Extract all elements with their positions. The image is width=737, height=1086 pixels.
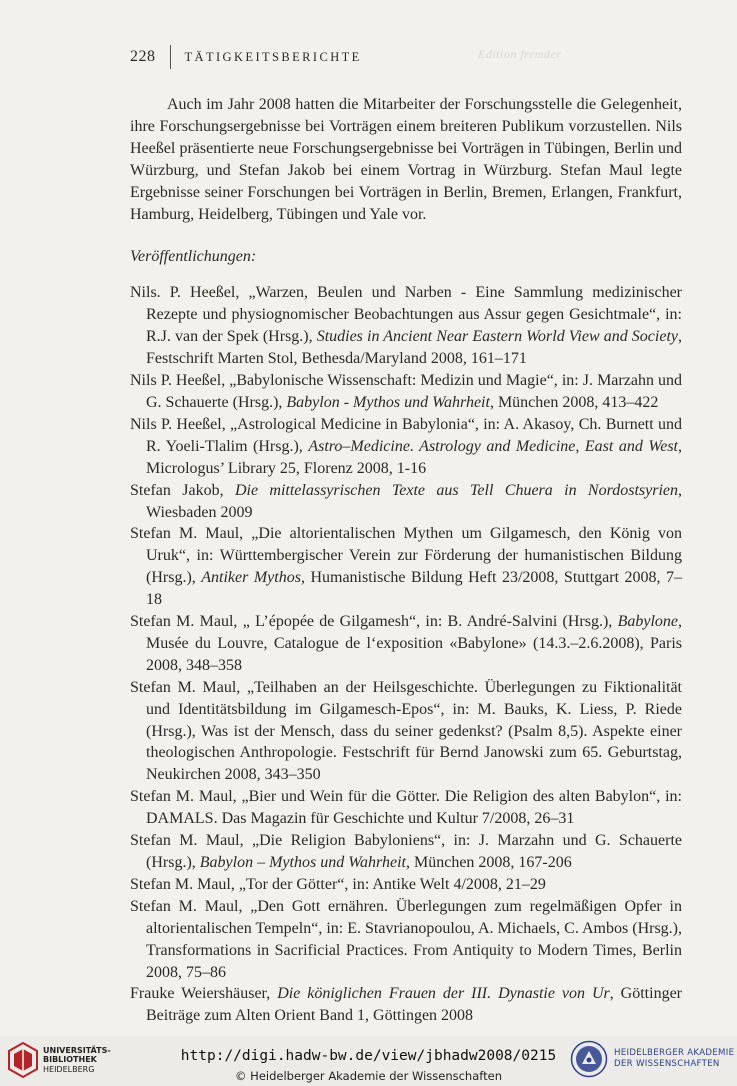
- academy-logo-line-2: DER WISSENSCHAFTEN: [614, 1059, 720, 1069]
- publication-title-italic: Antiker Mythos: [201, 569, 301, 587]
- publication-entry: [130, 677, 682, 787]
- page-content: [130, 94, 682, 1027]
- publication-text-tail: , Festschrift Marten Stol, Bethesda/Maryland 2008, 161–171: [146, 328, 683, 368]
- publication-title-italic: Die königlichen Frauen der III. Dynastie von Ur: [277, 985, 610, 1003]
- section-heading-publications: Veröffentlichungen:: [130, 248, 257, 266]
- running-title: TÄTIGKEITSBERICHTE: [184, 49, 362, 64]
- publication-entry: [130, 480, 682, 524]
- publication-text-tail: , München 2008, 413–422: [489, 393, 659, 411]
- publication-entry: [130, 414, 682, 480]
- academy-logo[interactable]: [570, 1040, 734, 1078]
- publication-title-italic: Babylon – Mythos und Wahrheit: [199, 854, 406, 871]
- publication-entry: [130, 786, 682, 830]
- publication-entry: [130, 830, 682, 874]
- publication-entry: [130, 523, 682, 611]
- page-header: [130, 45, 362, 69]
- publication-text: Stefan M. Maul, „Teilhaben an der Heilsgeschichte. Überlegungen zu Fiktionalität und Identitätsbildung im Gilgamesch-Epos“, in: M. Bauks, K. Liess, P. Riede (Hrsg.), Was ist der Mensch, dass du seiner gedenkst? (Psalm 8,5). Aspekte einer theologischen Anthropologie. Festschrift für Bernd Janowski zum 65. Geburtstag, Neukirchen 2008, 343–350: [130, 678, 682, 784]
- intro-paragraph: Auch im Jahr 2008 hatten die Mitarbeiter der Forschungsstelle die Gelegenheit, ihre Forschungsergebnisse bei Vorträgen einem breiteren Publikum vorzustellen. Nils Heeßel präsentierte neue Forschungsergebnisse bei Vorträgen in Tübingen, Berlin und Würzburg, und Stefan Jakob bei einem Vortrag in Würzburg. Stefan Maul legte Ergebnisse seiner Forschungen bei Vorträgen in Berlin, Bremen, Erlangen, Frankfurt, Hamburg, Heidelberg, Tübingen und Yale vor.: [130, 96, 682, 223]
- publication-text: Stefan M. Maul, „ L’épopée de Gilgamesh“, in: B. André-Salvini (Hrsg.),: [130, 613, 618, 631]
- footer-bar: [0, 1036, 737, 1086]
- bleed-through-text: Edition fremder: [478, 47, 562, 61]
- publication-text: Nils P. Heeßel, „Babylonische Wissenschaft: Medizin und Magie“, in: J. Marzahn und G. Schauerte (Hrsg.),: [130, 372, 682, 411]
- publication-text: Nils P. Heeßel, „Astrological Medicine in Babylonia“, in: A. Akasoy, Ch. Burnett und R. Yoeli-Tlalim (Hrsg.),: [130, 415, 682, 455]
- publication-title-italic: Die mittelassyrischen Texte aus Tell Chuera in Nordostsyrien: [234, 481, 679, 499]
- publication-text-tail: , Micrologus’ Library 25, Florenz 2008, 1-16: [146, 437, 682, 477]
- publication-title-italic: Astro–Medicine. Astrology and Medicine, East and West: [308, 437, 678, 455]
- header-divider: [170, 45, 171, 69]
- publication-title-italic: Babylone: [617, 613, 678, 631]
- publication-text-tail: , München 2008, 167-206: [405, 854, 572, 871]
- publication-text: Stefan M. Maul, „Den Gott ernähren. Überlegungen zum regelmäßigen Opfer in altorientalischen Tempeln“, in: E. Stavrianopoulou, A. Michaels, C. Ambos (Hrsg.), Transformations in Sacrificial Practices. From Antiquity to Modern Times, Berlin 2008, 75–86: [130, 897, 682, 981]
- publication-text: Stefan Jakob,: [130, 481, 235, 499]
- publication-text: Stefan M. Maul, „Die Religion Babyloniens“, in: J. Marzahn und G. Schauerte (Hrsg.),: [130, 832, 682, 871]
- publication-title-italic: Babylon - Mythos und Wahrheit: [286, 393, 490, 411]
- academy-seal-icon: [570, 1040, 608, 1078]
- publication-text-tail: , Humanistische Bildung Heft 23/2008, Stuttgart 2008, 7–18: [146, 569, 683, 609]
- publication-text-tail: , Göttinger Beiträge zum Alten Orient Band 1, Göttingen 2008: [146, 985, 683, 1025]
- footer-url-link[interactable]: http://digi.hadw-bw.de/view/jbhadw2008/0215: [180, 1048, 557, 1064]
- publication-entry: [130, 874, 682, 896]
- academy-logo-line-1: HEIDELBERGER AKADEMIE: [614, 1048, 735, 1058]
- publication-text-tail: , Wiesbaden 2009: [146, 481, 683, 521]
- library-logo-line-3: HEIDELBERG: [43, 1064, 95, 1074]
- publication-text: Stefan M. Maul, „Bier und Wein für die Götter. Die Religion des alten Babylon“, in: DAMALS. Das Magazin für Geschichte und Kultur 7/2008, 26–31: [130, 788, 682, 828]
- publication-entry: [130, 896, 682, 984]
- publication-text: Frauke Weiershäuser,: [130, 985, 278, 1003]
- publication-entry: [130, 983, 682, 1027]
- publication-text: Stefan M. Maul, „Tor der Götter“, in: Antike Welt 4/2008, 21–29: [130, 875, 546, 893]
- publication-title-italic: Studies in Ancient Near Eastern World View and Society: [316, 328, 679, 346]
- publication-entry: [130, 282, 682, 370]
- library-logo-line-1: UNIVERSITÄTS-: [43, 1045, 111, 1055]
- publication-text: Stefan M. Maul, „Die altorientalischen Mythen um Gilgamesch, den König von Uruk“, in: Württembergischer Verein zur Förderung der humanistischen Bildung (Hrsg.),: [130, 525, 682, 587]
- page-number: 228: [130, 48, 156, 65]
- publication-list: [130, 282, 682, 1027]
- publication-text: Nils. P. Heeßel, „Warzen, Beulen und Narben - Eine Sammlung medizinischer Rezepte und physiognomischer Beobachtungen aus Assur gegen Gesichtmale“, in: R.J. van der Spek (Hrsg.),: [130, 284, 682, 346]
- footer-copyright: © Heidelberger Akademie der Wissenschaften: [235, 1069, 502, 1083]
- library-logo-line-2: BIBLIOTHEK: [43, 1055, 97, 1065]
- publication-entry: [130, 370, 682, 414]
- publication-text-tail: , Musée du Louvre, Catalogue de l‘exposition «Babylone» (14.3.–2.6.2008), Paris 2008, 348–358: [146, 613, 682, 674]
- publication-entry: [130, 611, 682, 677]
